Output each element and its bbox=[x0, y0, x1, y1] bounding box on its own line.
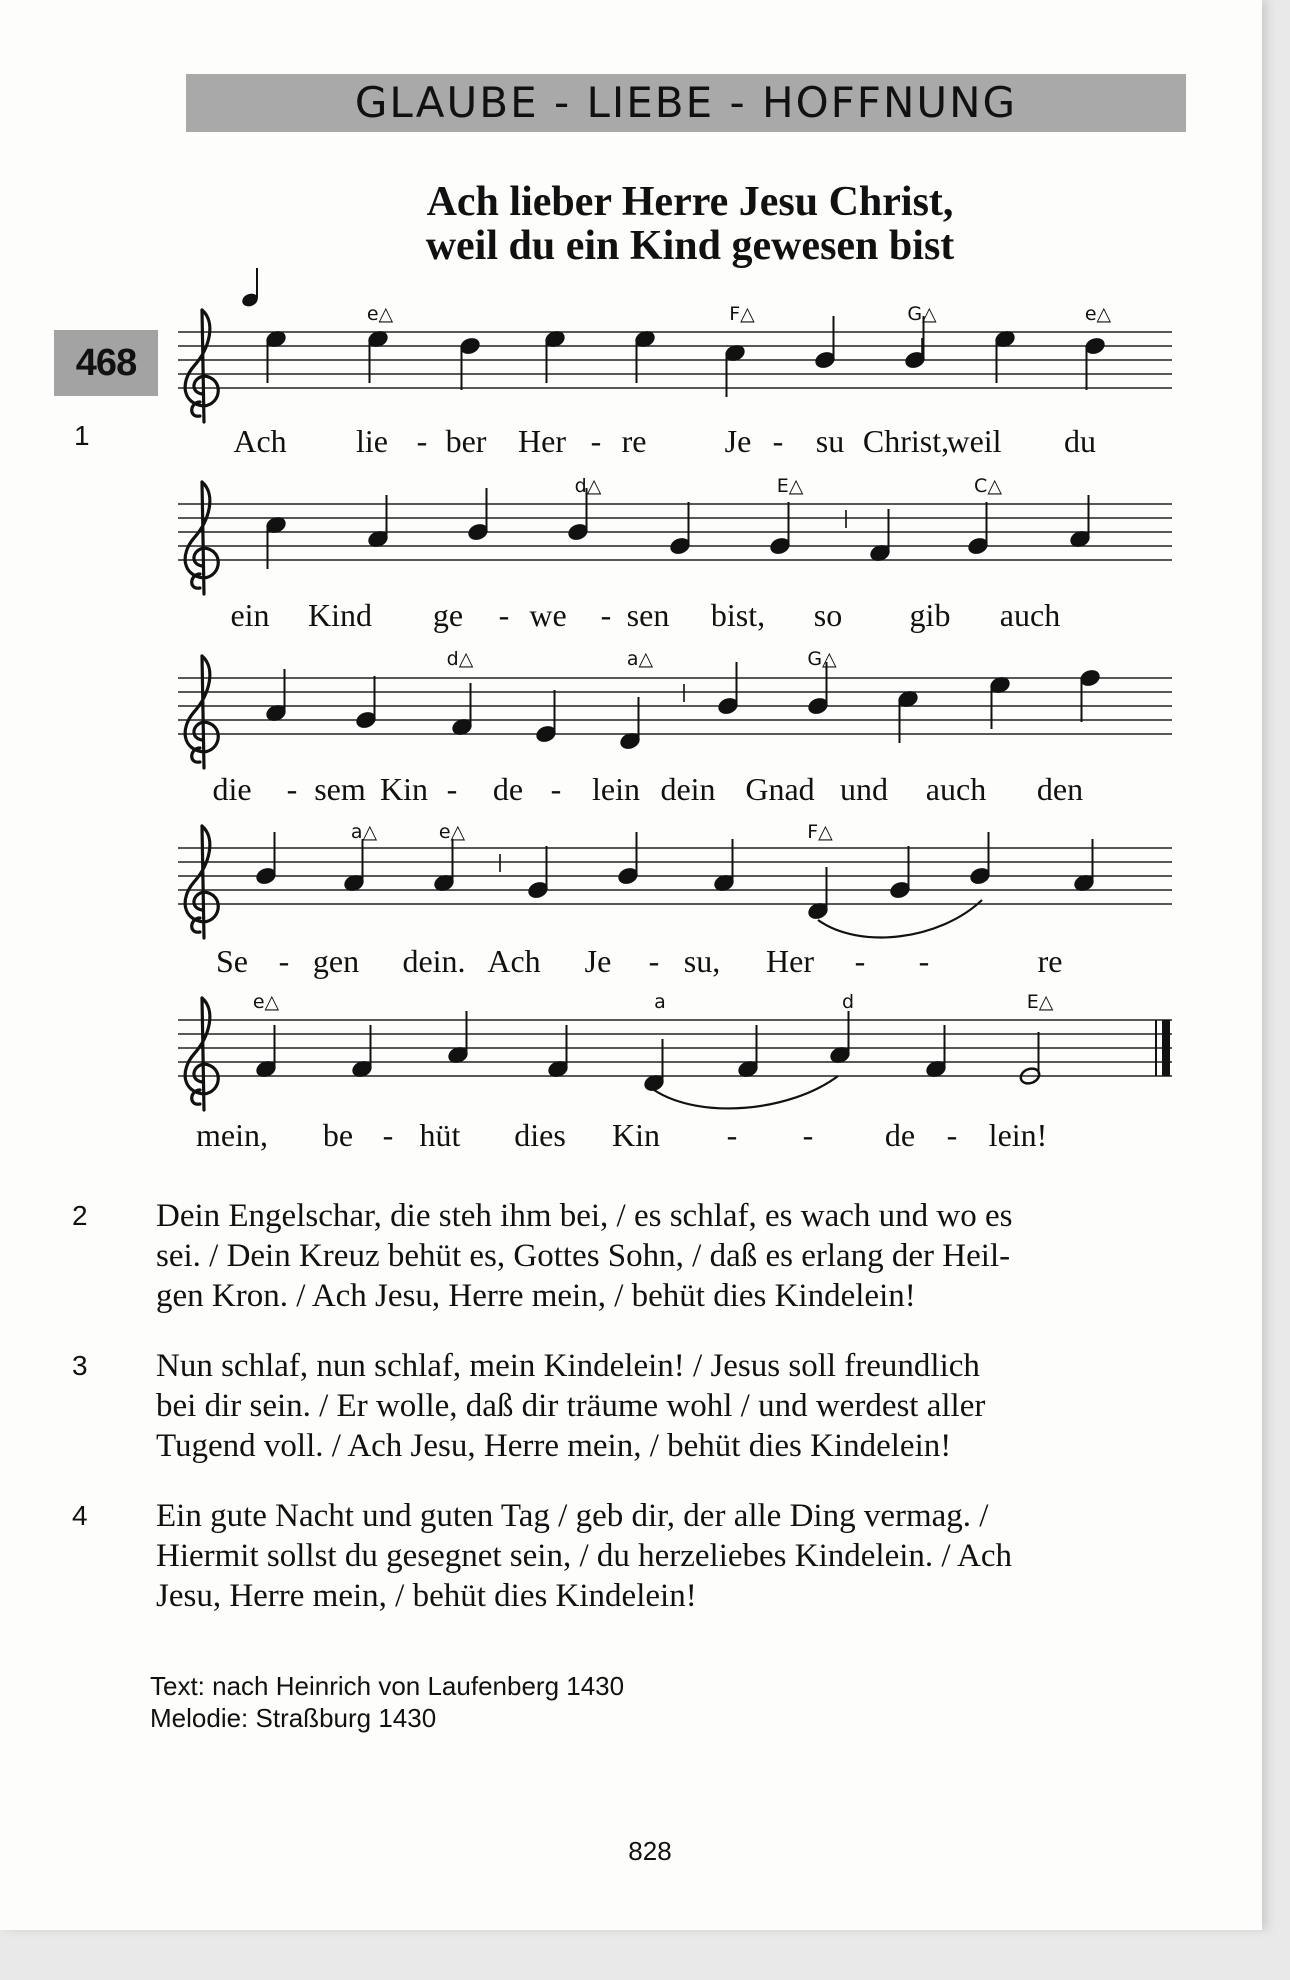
note bbox=[989, 675, 1012, 729]
lyric-hyphen: - bbox=[382, 1117, 394, 1153]
note bbox=[1069, 495, 1092, 549]
stanza-4 bbox=[72, 1496, 1166, 1616]
treble-clef-icon bbox=[185, 826, 218, 938]
note bbox=[367, 495, 390, 549]
lyric-syllable: sem bbox=[314, 771, 366, 807]
chord-symbol: e△ bbox=[438, 821, 466, 843]
lyric-syllable: Je bbox=[724, 423, 752, 459]
lyric-syllable: hüt bbox=[419, 1117, 461, 1153]
staff bbox=[178, 678, 1172, 734]
lyric-syllable: gib bbox=[909, 597, 951, 633]
lyric-syllable: Ach bbox=[487, 943, 541, 979]
final-barline bbox=[1162, 1020, 1170, 1076]
lyric-syllable: lein! bbox=[988, 1117, 1048, 1153]
stanza-4-line-2: Hiermit sollst du gesegnet sein, / du herzeliebes Kindelein. / Ach bbox=[156, 1538, 1012, 1574]
note bbox=[967, 502, 990, 556]
lyric-syllable: ber bbox=[445, 423, 487, 459]
stanza-3-line-2: bei dir sein. / Er wolle, daß dir träume wohl / und werdest aller bbox=[156, 1388, 986, 1424]
hymn-title-line-2: weil du ein Kind gewesen bist bbox=[425, 223, 955, 269]
lyric-syllable: Kin bbox=[380, 771, 428, 807]
lyric-syllable: weil bbox=[946, 423, 1002, 459]
note bbox=[433, 839, 456, 893]
note bbox=[724, 343, 747, 397]
lyric-hyphen: - bbox=[498, 597, 510, 633]
chord-symbol: E△ bbox=[776, 475, 804, 497]
chord-symbol: G△ bbox=[807, 648, 837, 670]
chord-symbol: d△ bbox=[574, 475, 602, 497]
note bbox=[527, 846, 550, 900]
note bbox=[814, 316, 837, 370]
note bbox=[829, 1011, 852, 1065]
lyric-hyphen: - bbox=[550, 771, 562, 807]
lyric-hyphen: - bbox=[648, 943, 660, 979]
lyric-syllable: und bbox=[840, 771, 888, 807]
note bbox=[1073, 839, 1096, 893]
note bbox=[807, 867, 830, 921]
note bbox=[265, 669, 288, 723]
note bbox=[547, 1025, 570, 1079]
lyric-syllable: Ach bbox=[233, 423, 287, 459]
chord-symbol: F△ bbox=[729, 303, 755, 325]
lyric-syllable: die bbox=[212, 771, 252, 807]
chord-symbol: e△ bbox=[252, 991, 280, 1013]
lyric-syllable: su, bbox=[683, 943, 721, 979]
note bbox=[807, 662, 830, 716]
note bbox=[617, 832, 640, 886]
lyric-syllable: be bbox=[322, 1117, 354, 1153]
slur bbox=[654, 1076, 838, 1108]
lyric-hyphen: - bbox=[946, 1117, 958, 1153]
note bbox=[265, 329, 288, 383]
chord-symbol: a△ bbox=[626, 648, 654, 670]
note bbox=[343, 839, 366, 893]
lyric-syllable: den bbox=[1036, 771, 1084, 807]
lyric-syllable: Kind bbox=[308, 597, 372, 633]
lyric-syllable: de bbox=[884, 1117, 916, 1153]
lyric-syllable: auch bbox=[925, 771, 987, 807]
stanza-2 bbox=[72, 1196, 1166, 1316]
note bbox=[994, 329, 1017, 383]
lyric-syllable: auch bbox=[999, 597, 1061, 633]
note bbox=[897, 689, 920, 743]
stanza-4-line-3: Jesu, Herre mein, / behüt dies Kindelein! bbox=[156, 1578, 697, 1614]
lyric-syllable: Je bbox=[584, 943, 612, 979]
lyric-syllable: so bbox=[813, 597, 843, 633]
lyric-syllable: dein bbox=[660, 771, 716, 807]
note bbox=[447, 1011, 470, 1065]
treble-clef-icon bbox=[185, 656, 218, 768]
lyric-syllable: ge bbox=[432, 597, 464, 633]
lyric-hyphen: - bbox=[600, 597, 612, 633]
lyric-syllable: su bbox=[815, 423, 845, 459]
staff bbox=[178, 848, 1172, 904]
lyric-hyphen: - bbox=[446, 771, 458, 807]
stanza-3-line-1: Nun schlaf, nun schlaf, mein Kindelein! / Jesus soll freundlich bbox=[156, 1348, 980, 1384]
note bbox=[619, 697, 642, 751]
lyric-syllable: sen bbox=[626, 597, 670, 633]
note bbox=[634, 329, 657, 383]
lyric-hyphen: - bbox=[854, 943, 866, 979]
lyric-hyphen: - bbox=[918, 943, 930, 979]
lyric-syllable: we bbox=[529, 597, 567, 633]
note bbox=[467, 488, 490, 542]
lyric-syllable: gen bbox=[312, 943, 360, 979]
staff bbox=[178, 332, 1172, 388]
stanza-3 bbox=[72, 1346, 1166, 1466]
lyric-hyphen: - bbox=[726, 1117, 738, 1153]
stanza-2-line-1: Dein Engelschar, die steh ihm bei, / es schlaf, es wach und wo es bbox=[156, 1198, 1013, 1234]
note bbox=[255, 1025, 278, 1079]
treble-clef-icon bbox=[185, 998, 218, 1110]
lyric-syllable: Gnad bbox=[745, 771, 815, 807]
lyric-syllable: de bbox=[492, 771, 524, 807]
stanza-2-number: 2 bbox=[72, 1200, 88, 1231]
lyric-hyphen: - bbox=[286, 771, 298, 807]
note bbox=[717, 662, 740, 716]
note bbox=[669, 502, 692, 556]
note bbox=[737, 1025, 760, 1079]
lyric-hyphen: - bbox=[772, 423, 784, 459]
lyric-syllable: ein bbox=[230, 597, 270, 633]
note bbox=[869, 509, 892, 563]
note bbox=[535, 690, 558, 744]
treble-clef-icon bbox=[185, 310, 218, 422]
melody-credit: Melodie: Straßburg 1430 bbox=[150, 1703, 437, 1733]
note bbox=[451, 683, 474, 737]
verse-number-1: 1 bbox=[74, 420, 90, 451]
note bbox=[889, 846, 912, 900]
lyric-hyphen: - bbox=[416, 423, 428, 459]
note bbox=[713, 839, 736, 893]
lyric-hyphen: - bbox=[802, 1117, 814, 1153]
lyric-syllable: Christ, bbox=[862, 423, 950, 459]
stanza-3-number: 3 bbox=[72, 1350, 88, 1381]
chord-symbol: a△ bbox=[350, 821, 378, 843]
note bbox=[769, 502, 792, 556]
lyric-syllable: Kin bbox=[612, 1117, 660, 1153]
staves bbox=[178, 310, 1172, 1110]
lyric-syllable: re bbox=[621, 423, 647, 459]
lyric-syllable: mein, bbox=[196, 1117, 268, 1153]
lyric-syllable: lie bbox=[356, 423, 388, 459]
chord-symbols bbox=[253, 303, 1112, 1013]
stanza-4-number: 4 bbox=[72, 1500, 88, 1531]
note bbox=[367, 329, 390, 383]
slur bbox=[818, 900, 982, 937]
tempo-quarter-note-icon bbox=[240, 268, 259, 309]
note bbox=[1079, 668, 1102, 722]
note bbox=[544, 329, 567, 383]
stanza-4-line-1: Ein gute Nacht und guten Tag / geb dir, der alle Ding vermag. / bbox=[156, 1498, 989, 1534]
stanza-2-line-3: gen Kron. / Ach Jesu, Herre mein, / behüt dies Kindelein! bbox=[156, 1278, 916, 1314]
hymn-number: 468 bbox=[75, 342, 137, 384]
lyric-syllable: Se bbox=[216, 943, 248, 979]
lyric-syllable: du bbox=[1064, 423, 1096, 459]
chord-symbol: d bbox=[841, 991, 855, 1013]
lyric-syllable: dies bbox=[514, 1117, 566, 1153]
chord-symbol: a bbox=[654, 991, 666, 1013]
note bbox=[459, 336, 482, 390]
note bbox=[1019, 1032, 1042, 1086]
notes bbox=[240, 268, 1106, 1108]
note bbox=[355, 676, 378, 730]
lyric-hyphen: - bbox=[590, 423, 602, 459]
lyric-syllable: lein bbox=[592, 771, 640, 807]
chord-symbol: F△ bbox=[807, 821, 833, 843]
hymn-title-line-1: Ach lieber Herre Jesu Christ, bbox=[426, 179, 954, 225]
note bbox=[969, 832, 992, 886]
lyric-syllable: Her bbox=[518, 423, 566, 459]
section-header: GLAUBE - LIEBE - HOFFNUNG bbox=[354, 78, 1018, 127]
chord-symbol: e△ bbox=[366, 303, 394, 325]
lyric-syllable: re bbox=[1037, 943, 1063, 979]
stanza-2-line-2: sei. / Dein Kreuz behüt es, Gottes Sohn, / daß es erlang der Heil- bbox=[156, 1238, 1011, 1274]
chord-symbol: G△ bbox=[907, 303, 937, 325]
stanza-3-line-3: Tugend voll. / Ach Jesu, Herre mein, / behüt dies Kindelein! bbox=[156, 1428, 952, 1464]
lyric-syllable: bist, bbox=[710, 597, 766, 633]
staff bbox=[178, 1020, 1172, 1076]
text-credit: Text: nach Heinrich von Laufenberg 1430 bbox=[150, 1671, 625, 1701]
lyric-syllable: Her bbox=[766, 943, 814, 979]
treble-clef-icon bbox=[185, 482, 218, 594]
note bbox=[265, 515, 288, 569]
lyric-hyphen: - bbox=[278, 943, 290, 979]
chord-symbol: E△ bbox=[1026, 991, 1054, 1013]
note bbox=[255, 832, 278, 886]
note bbox=[925, 1025, 948, 1079]
note bbox=[351, 1025, 374, 1079]
chord-symbol: e△ bbox=[1084, 303, 1112, 325]
lyric-syllable: dein. bbox=[402, 943, 466, 979]
chord-symbol: d△ bbox=[446, 648, 474, 670]
page-number: 828 bbox=[628, 1836, 672, 1866]
note bbox=[1084, 336, 1107, 390]
note bbox=[643, 1039, 666, 1093]
chord-symbol: C△ bbox=[974, 475, 1002, 497]
